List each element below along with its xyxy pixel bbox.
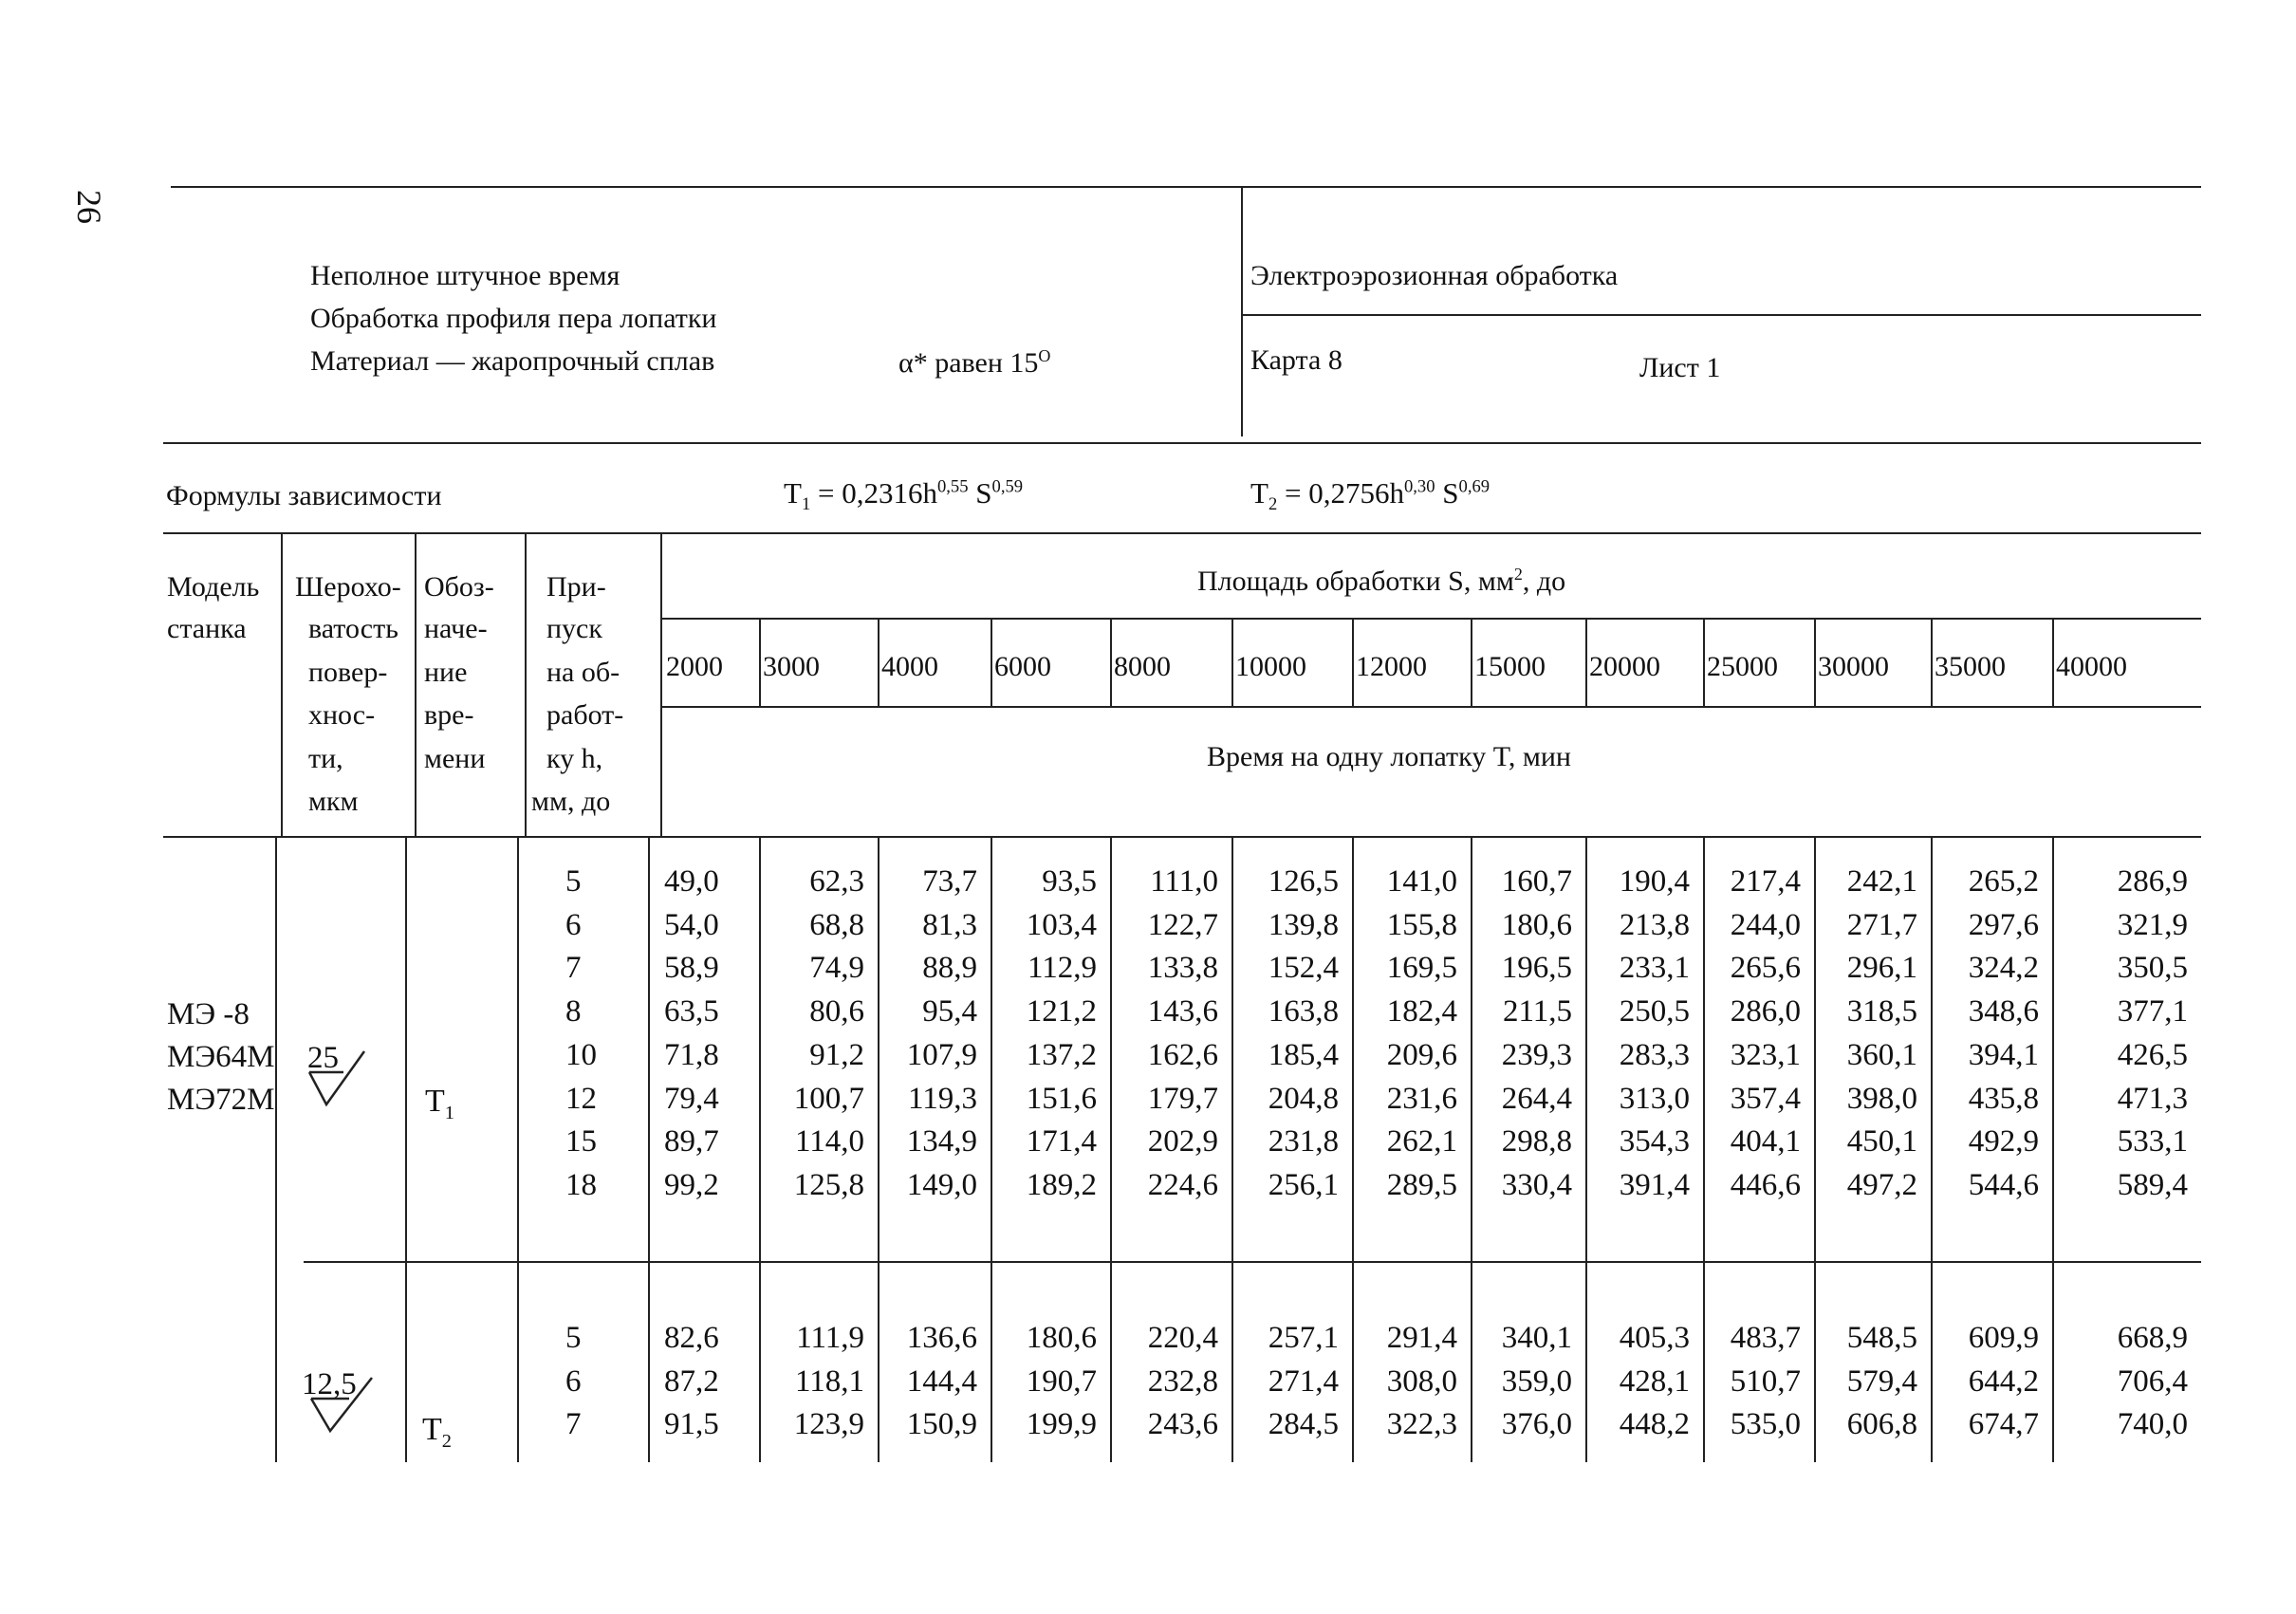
allowance-value: 15 (565, 1124, 597, 1159)
col-sep-body (1471, 836, 1472, 1462)
table-cell: 264,4 (1501, 1081, 1572, 1116)
table-cell: 88,9 (922, 951, 977, 986)
table-cell: 162,6 (1147, 1037, 1218, 1072)
col-sep-body (1352, 836, 1354, 1462)
table-cell: 79,4 (664, 1081, 719, 1116)
table-cell: 73,7 (922, 864, 977, 899)
col-sep-body (878, 836, 880, 1462)
table-cell: 150,9 (906, 1407, 977, 1441)
vline-h4 (660, 532, 662, 836)
table-cell: 169,5 (1386, 951, 1457, 986)
column-header: 3000 (763, 651, 820, 682)
table-cell: 233,1 (1619, 951, 1690, 986)
col-sep (878, 618, 880, 706)
table-cell: 190,4 (1619, 864, 1690, 899)
table-cell: 111,0 (1150, 864, 1218, 899)
designation-header: мени (424, 743, 486, 774)
table-cell: 114,0 (794, 1124, 864, 1159)
column-header: 20000 (1589, 651, 1660, 682)
table-cell: 137,2 (1026, 1037, 1097, 1072)
vline-b3 (517, 836, 519, 1462)
table-cell: 265,2 (1968, 864, 2039, 899)
table-cell: 155,8 (1386, 907, 1457, 942)
table-cell: 308,0 (1386, 1364, 1457, 1399)
table-cell: 533,1 (2117, 1124, 2188, 1159)
table-cell: 350,5 (2117, 951, 2188, 986)
allowance-value: 5 (565, 864, 582, 899)
table-cell: 125,8 (793, 1167, 864, 1202)
table-cell: 257,1 (1268, 1321, 1339, 1355)
table-cell: 668,9 (2117, 1321, 2188, 1355)
page-number: 26 (70, 190, 108, 224)
header-right-rule (1243, 314, 2201, 316)
table-cell: 62,3 (809, 864, 864, 899)
table-cell: 448,2 (1619, 1407, 1690, 1441)
table-cell: 141,0 (1386, 864, 1457, 899)
table-cell: 213,8 (1619, 907, 1690, 942)
table-cell: 95,4 (922, 994, 977, 1030)
allowance-value: 7 (565, 1407, 582, 1441)
table-cell: 74,9 (809, 951, 864, 986)
allowance-value: 6 (565, 1364, 582, 1399)
vline-b2 (405, 836, 407, 1462)
table-cell: 609,9 (1968, 1321, 2039, 1355)
table-cell: 49,0 (664, 864, 719, 899)
table-cell: 544,6 (1968, 1167, 2039, 1202)
table-cell: 217,4 (1730, 864, 1801, 899)
column-header: 15000 (1474, 651, 1546, 682)
table-cell: 91,5 (664, 1407, 719, 1441)
table-cell: 256,1 (1268, 1167, 1339, 1202)
model-name: МЭ -8 (167, 997, 250, 1031)
table-cell: 204,8 (1268, 1081, 1339, 1116)
table-cell: 71,8 (664, 1037, 719, 1072)
col-sep-body (2052, 836, 2054, 1462)
table-cell: 87,2 (664, 1364, 719, 1399)
table-cell: 359,0 (1501, 1364, 1572, 1399)
vline-b4 (648, 836, 650, 1462)
col-sep-body (1231, 836, 1233, 1462)
table-cell: 220,4 (1147, 1321, 1218, 1355)
table-cell: 189,2 (1026, 1167, 1097, 1202)
columns-rule (662, 706, 2201, 708)
table-cell: 151,6 (1026, 1081, 1097, 1116)
table-cell: 152,4 (1268, 951, 1339, 986)
table-cell: 354,3 (1619, 1124, 1690, 1159)
rough-header: ти, (308, 743, 343, 774)
col-sep (991, 618, 992, 706)
table-cell: 428,1 (1619, 1364, 1690, 1399)
table-cell: 119,3 (907, 1081, 977, 1116)
designation-header: ние (424, 657, 468, 688)
table-cell: 143,6 (1147, 994, 1218, 1030)
allowance-header: мм, до (531, 786, 611, 817)
table-cell: 376,0 (1501, 1407, 1572, 1441)
table-cell: 99,2 (664, 1167, 719, 1202)
table-cell: 63,5 (664, 994, 719, 1030)
table-cell: 91,2 (809, 1037, 864, 1072)
col-sep (1110, 618, 1112, 706)
table-top-rule (163, 532, 2201, 534)
col-sep-body (1931, 836, 1933, 1462)
table-cell: 283,3 (1619, 1037, 1690, 1072)
col-sep-body (759, 836, 761, 1462)
col-sep-body (1585, 836, 1587, 1462)
table-cell: 179,7 (1147, 1081, 1218, 1116)
col-sep (1471, 618, 1472, 706)
table-cell: 239,3 (1501, 1037, 1572, 1072)
col-sep-body (1703, 836, 1705, 1462)
table-cell: 180,6 (1501, 907, 1572, 942)
table-cell: 471,3 (2117, 1081, 2188, 1116)
table-cell: 289,5 (1386, 1167, 1457, 1202)
table-cell: 377,1 (2117, 994, 2188, 1030)
area-header: Площадь обработки S, $мм^2$, до (1197, 565, 1566, 597)
header-bottom-rule (163, 442, 2201, 444)
table-cell: 82,6 (664, 1321, 719, 1355)
table-cell: 340,1 (1501, 1321, 1572, 1355)
area-header-rule (662, 618, 2201, 620)
allowance-header: ку h, (546, 743, 603, 774)
col-sep (1703, 618, 1705, 706)
allowance-header: При- (546, 571, 606, 603)
rough-header: хнос- (308, 699, 376, 731)
table-cell: 321,9 (2117, 907, 2188, 942)
col-sep-body (1814, 836, 1816, 1462)
designation-t2: $T_2$ (422, 1412, 452, 1452)
table-cell: 271,7 (1846, 907, 1917, 942)
roughness-value: 12,5 (302, 1367, 357, 1401)
vline-h1 (281, 532, 283, 836)
table-cell: 606,8 (1846, 1407, 1917, 1441)
table-cell: 111,9 (796, 1321, 864, 1355)
table-cell: 357,4 (1730, 1081, 1801, 1116)
table-cell: 232,8 (1147, 1364, 1218, 1399)
header-right-title: Электроэрозионная обработка (1250, 260, 1619, 291)
table-cell: 107,9 (906, 1037, 977, 1072)
allowance-header: работ- (546, 699, 624, 731)
table-cell: 136,6 (906, 1321, 977, 1355)
table-cell: 118,1 (794, 1364, 864, 1399)
table-cell: 100,7 (793, 1081, 864, 1116)
table-cell: 324,2 (1968, 951, 2039, 986)
table-cell: 450,1 (1846, 1124, 1917, 1159)
table-cell: 435,8 (1968, 1081, 2039, 1116)
table-cell: 250,5 (1619, 994, 1690, 1030)
table-cell: 171,4 (1026, 1124, 1097, 1159)
vline-h3 (525, 532, 527, 836)
table-cell: 134,9 (906, 1124, 977, 1159)
rough-header: повер- (308, 657, 388, 688)
roughness-triangle-icon (306, 1372, 381, 1438)
vline-b1 (275, 836, 277, 1462)
table-cell: 68,8 (809, 907, 864, 942)
table-cell: 297,6 (1968, 907, 2039, 942)
designation-header: наче- (424, 613, 488, 644)
header-divider (1241, 186, 1243, 436)
table-cell: 483,7 (1730, 1321, 1801, 1355)
model-header-2: станка (167, 613, 247, 644)
table-cell: 144,4 (906, 1364, 977, 1399)
table-cell: 202,9 (1147, 1124, 1218, 1159)
column-header: 2000 (666, 651, 723, 682)
table-cell: 535,0 (1730, 1407, 1801, 1441)
table-cell: 231,6 (1386, 1081, 1457, 1116)
designation-header: вре- (424, 699, 474, 731)
table-cell: 199,9 (1026, 1407, 1097, 1441)
column-header: 40000 (2056, 651, 2127, 682)
roughness-triangle-icon (306, 1046, 372, 1112)
designation-header: Обоз- (424, 571, 494, 603)
table-cell: 185,4 (1268, 1037, 1339, 1072)
table-cell: 446,6 (1730, 1167, 1801, 1202)
table-cell: 244,0 (1730, 907, 1801, 942)
table-cell: 318,5 (1846, 994, 1917, 1030)
allowance-value: 6 (565, 907, 582, 942)
alpha-value: α* равен $15^O$ (898, 346, 1051, 379)
table-cell: 160,7 (1501, 864, 1572, 899)
table-cell: 112,9 (1027, 951, 1097, 986)
table-cell: 243,6 (1147, 1407, 1218, 1441)
vline-h2 (415, 532, 417, 836)
table-cell: 323,1 (1730, 1037, 1801, 1072)
table-cell: 231,8 (1268, 1124, 1339, 1159)
table-cell: 405,3 (1619, 1321, 1690, 1355)
table-cell: 133,8 (1147, 951, 1218, 986)
header-top-rule (171, 186, 2201, 188)
table-cell: 492,9 (1968, 1124, 2039, 1159)
card-number: Карта 8 (1250, 344, 1342, 376)
table-cell: 284,5 (1268, 1407, 1339, 1441)
table-cell: 180,6 (1026, 1321, 1097, 1355)
col-sep (1231, 618, 1233, 706)
col-sep-body (991, 836, 992, 1462)
table-cell: 196,5 (1501, 951, 1572, 986)
sheet-number: Лист 1 (1639, 352, 1721, 383)
column-header: 6000 (994, 651, 1051, 682)
model-header-1: Модель (167, 571, 260, 603)
table-cell: 190,7 (1026, 1364, 1097, 1399)
table-cell: 122,7 (1147, 907, 1218, 942)
table-cell: 182,4 (1386, 994, 1457, 1030)
table-cell: 706,4 (2117, 1364, 2188, 1399)
table-cell: 149,0 (906, 1167, 977, 1202)
table-cell: 163,8 (1268, 994, 1339, 1030)
rough-header: ватость (308, 613, 398, 644)
table-cell: 123,9 (793, 1407, 864, 1441)
header-line-2: Обработка профиля пера лопатки (310, 303, 717, 334)
table-cell: 322,3 (1386, 1407, 1457, 1441)
header-line-3: Материал — жаропрочный сплав (310, 345, 715, 377)
table-cell: 548,5 (1846, 1321, 1917, 1355)
table-cell: 740,0 (2117, 1407, 2188, 1441)
column-header: 12000 (1356, 651, 1427, 682)
header-end-rule (163, 836, 2201, 838)
col-sep (1352, 618, 1354, 706)
table-cell: 209,6 (1386, 1037, 1457, 1072)
model-name: МЭ72М (167, 1083, 275, 1117)
column-header: 4000 (881, 651, 938, 682)
table-cell: 589,4 (2117, 1167, 2188, 1202)
allowance-value: 10 (565, 1037, 597, 1072)
column-header: 30000 (1818, 651, 1889, 682)
rough-header: Шерохо- (295, 571, 401, 603)
table-cell: 404,1 (1730, 1124, 1801, 1159)
table-cell: 426,5 (2117, 1037, 2188, 1072)
table-cell: 271,4 (1268, 1364, 1339, 1399)
table-cell: 391,4 (1619, 1167, 1690, 1202)
formula-t2: $T_2 = 0,2756h^{0,30}$ S$^{0,69}$ (1250, 476, 1491, 515)
column-header: 35000 (1935, 651, 2006, 682)
allowance-value: 12 (565, 1081, 597, 1116)
group-divider-rule (304, 1261, 2201, 1263)
table-cell: 644,2 (1968, 1364, 2039, 1399)
table-cell: 579,4 (1846, 1364, 1917, 1399)
formula-t1: $T_1 = 0,2316h^{0,55}$ S$^{0,59}$ (784, 476, 1024, 515)
col-sep-body (1110, 836, 1112, 1462)
designation-t1: $T_1$ (425, 1084, 454, 1123)
table-cell: 265,6 (1730, 951, 1801, 986)
table-cell: 394,1 (1968, 1037, 2039, 1072)
table-cell: 291,4 (1386, 1321, 1457, 1355)
header-line-1: Неполное штучное время (310, 260, 620, 291)
time-header: Время на одну лопатку T, мин (1207, 741, 1571, 772)
table-cell: 126,5 (1268, 864, 1339, 899)
table-cell: 398,0 (1846, 1081, 1917, 1116)
table-cell: 313,0 (1619, 1081, 1690, 1116)
column-header: 25000 (1707, 651, 1778, 682)
table-cell: 330,4 (1501, 1167, 1572, 1202)
table-cell: 360,1 (1846, 1037, 1917, 1072)
col-sep (1931, 618, 1933, 706)
col-sep (759, 618, 761, 706)
column-header: 10000 (1235, 651, 1306, 682)
allowance-value: 5 (565, 1321, 582, 1355)
table-cell: 242,1 (1846, 864, 1917, 899)
table-cell: 103,4 (1026, 907, 1097, 942)
formulas-label: Формулы зависимости (166, 480, 442, 511)
roughness-value: 25 (307, 1041, 339, 1075)
table-cell: 81,3 (922, 907, 977, 942)
col-sep (1585, 618, 1587, 706)
table-cell: 211,5 (1502, 994, 1572, 1030)
model-name: МЭ64М (167, 1040, 275, 1074)
table-cell: 296,1 (1846, 951, 1917, 986)
col-sep (2052, 618, 2054, 706)
table-cell: 286,0 (1730, 994, 1801, 1030)
table-cell: 286,9 (2117, 864, 2188, 899)
table-cell: 89,7 (664, 1124, 719, 1159)
table-cell: 298,8 (1501, 1124, 1572, 1159)
allowance-value: 18 (565, 1167, 597, 1202)
table-cell: 121,2 (1026, 994, 1097, 1030)
col-sep (1814, 618, 1816, 706)
table-cell: 510,7 (1730, 1364, 1801, 1399)
table-cell: 93,5 (1042, 864, 1097, 899)
table-cell: 224,6 (1147, 1167, 1218, 1202)
table-cell: 54,0 (664, 907, 719, 942)
allowance-header: пуск (546, 613, 602, 644)
rough-header: мкм (308, 786, 359, 817)
table-cell: 262,1 (1386, 1124, 1457, 1159)
table-cell: 497,2 (1846, 1167, 1917, 1202)
table-cell: 139,8 (1268, 907, 1339, 942)
table-cell: 80,6 (809, 994, 864, 1030)
allowance-header: на об- (546, 657, 620, 688)
table-cell: 674,7 (1968, 1407, 2039, 1441)
table-cell: 348,6 (1968, 994, 2039, 1030)
table-cell: 58,9 (664, 951, 719, 986)
allowance-value: 7 (565, 951, 582, 986)
column-header: 8000 (1114, 651, 1171, 682)
allowance-value: 8 (565, 994, 582, 1030)
